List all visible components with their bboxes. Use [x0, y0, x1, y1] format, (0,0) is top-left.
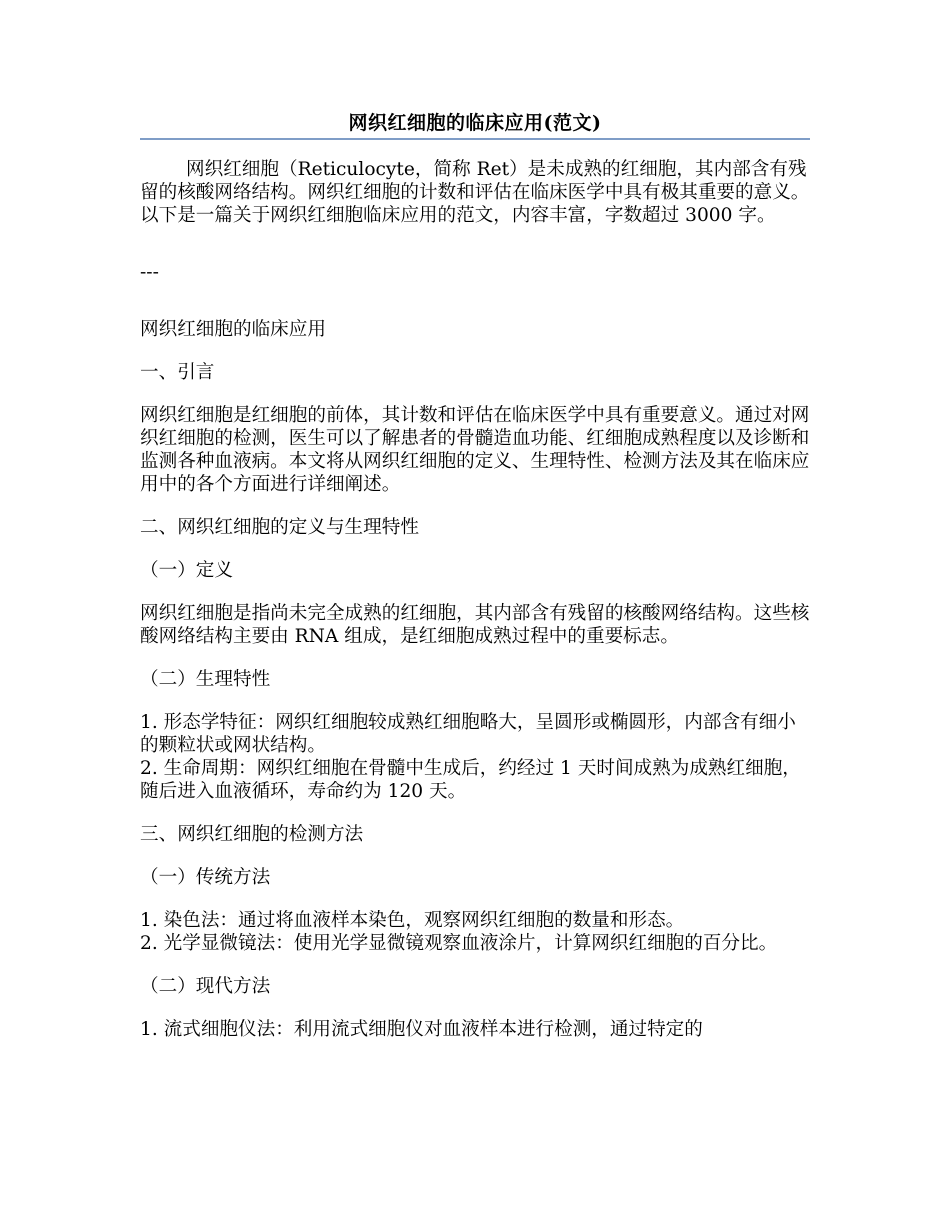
list-item: 1. 流式细胞仪法：利用流式细胞仪对血液样本进行检测，通过特定的	[140, 1019, 703, 1040]
section-1-title: 一、引言	[140, 362, 215, 383]
section-2-definition-paragraph: 网织红细胞是指尚未完全成熟的红细胞，其内部含有残留的核酸网络结构。这些核酸网络结构主要由 RNA 组成，是红细胞成熟过程中的重要标志。	[140, 603, 810, 647]
list-item: 1. 染色法：通过将血液样本染色，观察网织红细胞的数量和形态。	[140, 910, 685, 931]
section-2-subtitle-definition: （一）定义	[140, 560, 233, 581]
list-item: 2. 生命周期：网织红细胞在骨髓中生成后，约经过 1 天时间成熟为成熟红细胞，随后进入血液循环，寿命约为 120 天。	[140, 758, 801, 802]
list-item: 1. 形态学特征：网织红细胞较成熟红细胞略大，呈圆形或椭圆形，内部含有细小的颗粒状或网状结构。	[140, 712, 796, 756]
section-2-subtitle-physiology: （二）生理特性	[140, 669, 271, 690]
section-3-title: 三、网织红细胞的检测方法	[140, 824, 364, 845]
intro-paragraph: 网织红细胞（Reticulocyte，简称 Ret）是未成熟的红细胞，其内部含有残留的核酸网络结构。网织红细胞的计数和评估在临床医学中具有极其重要的意义。以下是一篇关于网织红细胞临床应用的范文，内容丰富，字数超过 3000 字。	[140, 159, 810, 226]
document-body	[140, 158, 810, 1041]
section-2-title: 二、网织红细胞的定义与生理特性	[140, 517, 419, 538]
section-1-paragraph: 网织红细胞是红细胞的前体，其计数和评估在临床医学中具有重要意义。通过对网织红细胞的检测，医生可以了解患者的骨髓造血功能、红细胞成熟程度以及诊断和监测各种血液病。本文将从网织红细胞的定义、生理特性、检测方法及其在临床应用中的各个方面进行详细阐述。	[140, 405, 810, 495]
section-3-subtitle-traditional: （一）传统方法	[140, 867, 271, 888]
list-item: 2. 光学显微镜法：使用光学显微镜观察血液涂片，计算网织红细胞的百分比。	[140, 933, 778, 954]
separator-line: ---	[140, 262, 159, 283]
main-heading: 网织红细胞的临床应用	[140, 319, 326, 340]
title-underline	[140, 138, 810, 140]
section-3-subtitle-modern: （二）现代方法	[140, 976, 271, 997]
document-title: 网织红细胞的临床应用(范文)	[348, 112, 602, 134]
